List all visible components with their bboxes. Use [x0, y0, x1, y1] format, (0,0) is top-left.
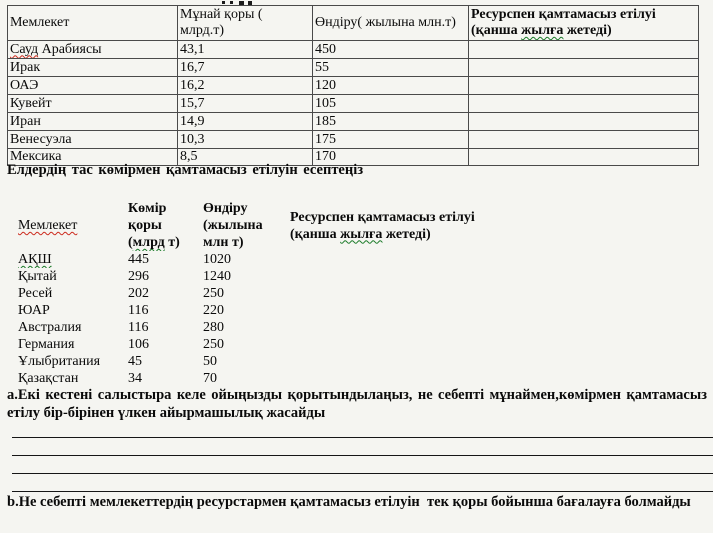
reserves-value: 15,7 [178, 95, 313, 113]
grammar-flagged-word: жылға [521, 23, 564, 38]
supply-answer-cell[interactable] [290, 268, 500, 285]
header-line [128, 234, 203, 251]
country-cell [18, 336, 128, 353]
supply-answer-cell[interactable] [469, 113, 699, 131]
coal-table-row [18, 336, 500, 353]
reserves-value: 106 [128, 337, 149, 352]
country-cell [8, 95, 178, 113]
supply-answer-cell[interactable] [290, 319, 500, 336]
country-cell [8, 113, 178, 131]
production-value: 105 [313, 95, 469, 113]
production-value: 1020 [203, 252, 231, 267]
supply-answer-cell[interactable] [469, 41, 699, 59]
country-name: Ұлыбритания [18, 354, 101, 369]
header-line: млн т) [203, 235, 244, 250]
oil-col-supply-header [469, 6, 699, 41]
country-cell [18, 353, 128, 370]
header-line: қоры [128, 218, 162, 233]
reserves-value: 14,9 [178, 113, 313, 131]
reserves-value: 16,2 [178, 77, 313, 95]
supply-answer-cell[interactable] [469, 131, 699, 149]
coal-table-row [18, 319, 500, 336]
oil-table-row [8, 59, 699, 77]
oil-table-row [8, 131, 699, 149]
country-cell [8, 77, 178, 95]
production-value: 450 [313, 41, 469, 59]
reserves-value: 45 [128, 354, 142, 369]
oil-reserves-table [7, 5, 699, 166]
oil-table-row [8, 95, 699, 113]
oil-table-header-row [8, 6, 699, 41]
answer-line[interactable] [12, 473, 713, 474]
production-value: 250 [203, 337, 224, 352]
header-line: Көмір [128, 201, 167, 216]
supply-answer-cell[interactable] [290, 353, 500, 370]
answer-line[interactable] [12, 455, 713, 456]
production-value: 50 [203, 354, 217, 369]
spellcheck-flagged-word: Мемлекет [18, 218, 78, 233]
oil-col-country-header: Мемлекет [8, 6, 178, 41]
section-heading: Елдердің тас көмірмен қамтамасыз етілуін есептеңіз [7, 162, 364, 178]
reserves-value: 34 [128, 371, 142, 386]
country-name: Кувейт [10, 95, 52, 111]
header-text: Ресурспен қамтамасыз етілуі (қанша [471, 7, 656, 38]
question-a-text: а.Екі кестені салыстыра келе ойыңызды қорытындылаңыз, не себепті мұнаймен,көмірмен қамтамасыз етілу бір-бірінен үлкен айырмашылық жасайды [7, 387, 707, 421]
reserves-value: 10,3 [178, 131, 313, 149]
header-text: Ресурспен қамтамасыз етілуі (қанша [290, 209, 475, 242]
header-line: Өндіру [203, 201, 248, 216]
answer-line[interactable] [12, 491, 713, 492]
reserves-value: 16,7 [178, 59, 313, 77]
production-value: 280 [203, 320, 224, 335]
coal-table-row [18, 251, 500, 268]
country-cell [8, 41, 178, 59]
country-name: Иран [10, 113, 41, 129]
supply-answer-cell[interactable] [469, 77, 699, 95]
header-text: т) [164, 235, 180, 250]
production-value: 120 [313, 77, 469, 95]
coal-table-row [18, 285, 500, 302]
country-cell [18, 251, 128, 268]
oil-table-row [8, 77, 699, 95]
production-value: 220 [203, 303, 224, 318]
coal-col-production-header [203, 200, 290, 251]
production-value: 1240 [203, 269, 231, 284]
supply-answer-cell[interactable] [469, 95, 699, 113]
header-line: (жылына [203, 218, 263, 233]
coal-table-row [18, 302, 500, 319]
coal-table-header-row [18, 200, 500, 251]
reserves-value: 43,1 [178, 41, 313, 59]
country-name: Венесуэла [10, 131, 72, 147]
country-name: Германия [18, 337, 75, 352]
coal-reserves-table [18, 200, 500, 387]
coal-col-supply-header [290, 200, 500, 251]
reserves-value: 296 [128, 269, 149, 284]
production-value: 185 [313, 113, 469, 131]
coal-col-reserves-header [128, 200, 203, 251]
oil-col-reserves-header: Мұнай қоры ( млрд.т) [178, 6, 313, 41]
grammar-flagged-word: АҚШ [18, 252, 52, 267]
country-cell [18, 268, 128, 285]
production-value: 250 [203, 286, 224, 301]
supply-answer-cell[interactable] [290, 370, 500, 387]
supply-answer-cell[interactable] [469, 59, 699, 77]
coal-table-row [18, 353, 500, 370]
country-name: Мексика [10, 149, 62, 164]
reserves-value: 8,5 [178, 149, 313, 166]
country-cell [18, 285, 128, 302]
country-cell [8, 59, 178, 77]
header-text: жетеді) [382, 226, 431, 242]
country-name: Қазақстан [18, 371, 79, 386]
supply-answer-cell[interactable] [290, 336, 500, 353]
header-text: ( [128, 235, 133, 250]
grammar-flagged-word: млрд [132, 235, 165, 250]
country-cell [18, 302, 128, 319]
reserves-value: 116 [128, 303, 149, 318]
coal-table-row [18, 268, 500, 285]
oil-table-row [8, 113, 699, 131]
country-name: Ирак [10, 59, 41, 75]
question-b-text: b.Не себепті мемлекеттердің ресурстармен қамтамасыз етілуін тек қоры бойынша бағалауға болмайды [7, 494, 691, 510]
coal-table-row [18, 370, 500, 387]
country-name: Арабиясы [38, 41, 102, 57]
grammar-flagged-word: жылға [340, 226, 383, 242]
country-name: Ресей [18, 286, 53, 301]
country-name: Австралия [18, 320, 82, 335]
header-text: жетеді) [563, 23, 612, 38]
country-cell [18, 319, 128, 336]
production-value: 170 [313, 149, 469, 166]
reserves-value: 116 [128, 320, 149, 335]
supply-answer-cell[interactable] [290, 302, 500, 319]
spellcheck-flagged-word: Сауд [10, 41, 39, 57]
coal-col-country-header [18, 200, 128, 251]
country-cell [18, 370, 128, 387]
reserves-value: 202 [128, 286, 149, 301]
production-value: 175 [313, 131, 469, 149]
production-value: 55 [313, 59, 469, 77]
supply-answer-cell[interactable] [290, 251, 500, 268]
supply-answer-cell[interactable] [290, 285, 500, 302]
oil-col-production-header: Өндіру( жылына млн.т) [313, 6, 469, 41]
country-name: ЮАР [18, 303, 50, 318]
reserves-value: 445 [128, 252, 149, 267]
country-name: Қытай [18, 269, 57, 284]
answer-line[interactable] [12, 437, 713, 438]
country-name: ОАЭ [10, 77, 39, 93]
country-cell [8, 131, 178, 149]
production-value: 70 [203, 371, 217, 386]
oil-table-row [8, 41, 699, 59]
